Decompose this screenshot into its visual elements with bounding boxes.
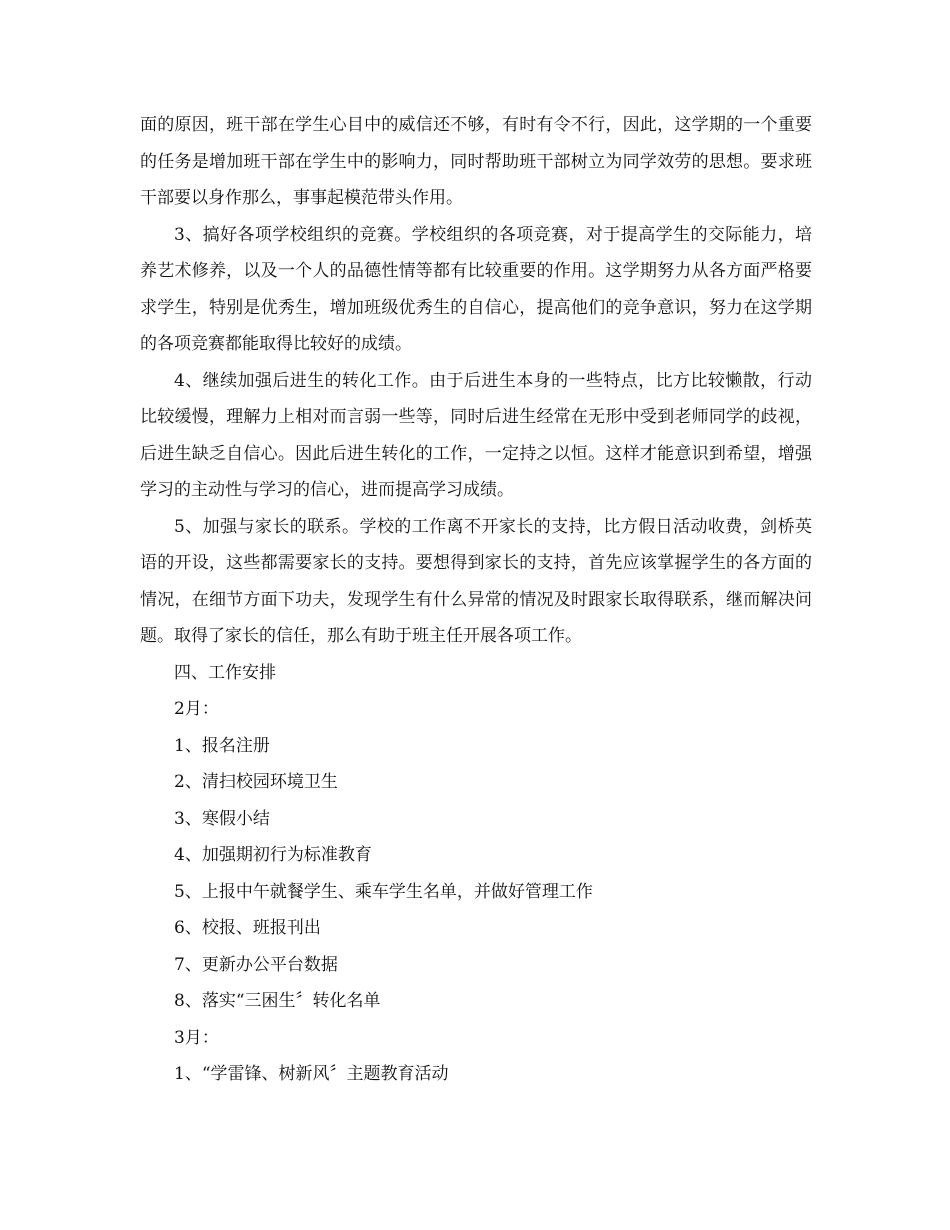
paragraph-parents: 5、加强与家长的联系。学校的工作离不开家长的支持，比方假日活动收费，剑桥英语的开设，这些都需要家长的支持。要想得到家长的支持，首先应该掌握学生的各方面的情况，在细节方面下功夫，发现学生有什么异常的情况及时跟家长取得联系，继而解决问题。取得了家长的信任，那么有助于班主任开展各项工作。 [140,516,812,646]
month-label-march: 3月： [174,1027,219,1048]
list-item: 3、寒假小结 [174,808,270,829]
paragraph-underachievers: 4、继续加强后进生的转化工作。由于后进生本身的一些特点，比方比较懒散，行动比较缓慢，理解力上相对而言弱一些等，同时后进生经常在无形中受到老师同学的歧视，后进生缺乏自信心。因此后进生转化的工作，一定持之以恒。这样才能意识到希望，增强学习的主动性与学习的信心，进而提高学习成绩。 [140,370,812,500]
list-item: 8、落实“三困生〞转化名单 [174,991,381,1011]
document-body [140,107,812,1093]
paragraph-class-cadre: 面的原因，班干部在学生心目中的威信还不够，有时有令不行，因此，这学期的一个重要的任务是增加班干部在学生中的影响力，同时帮助班干部树立为同学效劳的思想。要求班干部要以身作那么，事事起模范带头作用。 [140,115,812,208]
month-label-february: 2月： [174,699,219,719]
list-item: 5、上报中午就餐学生、乘车学生名单，并做好管理工作 [174,881,593,902]
paragraph-competitions: 3、搞好各项学校组织的竞赛。学校组织的各项竞赛，对于提高学生的交际能力，培养艺术修养，以及一个人的品德性情等都有比较重要的作用。这学期努力从各方面严格要求学生，特别是优秀生，增加班级优秀生的自信心，提高他们的竞争意识，努力在这学期的各项竞赛都能取得比较好的成绩。 [140,224,812,354]
section-heading-work-plan: 四、工作安排 [174,662,276,683]
list-item: 6、校报、班报刊出 [174,918,321,938]
list-item: 4、加强期初行为标准教育 [174,845,372,865]
list-item: 7、更新办公平台数据 [174,954,338,975]
list-item: 1、“学雷锋、树新风〞主题教育活动 [174,1064,449,1084]
list-item: 1、报名注册 [174,735,270,756]
list-item: 2、清扫校园环境卫生 [174,772,338,792]
